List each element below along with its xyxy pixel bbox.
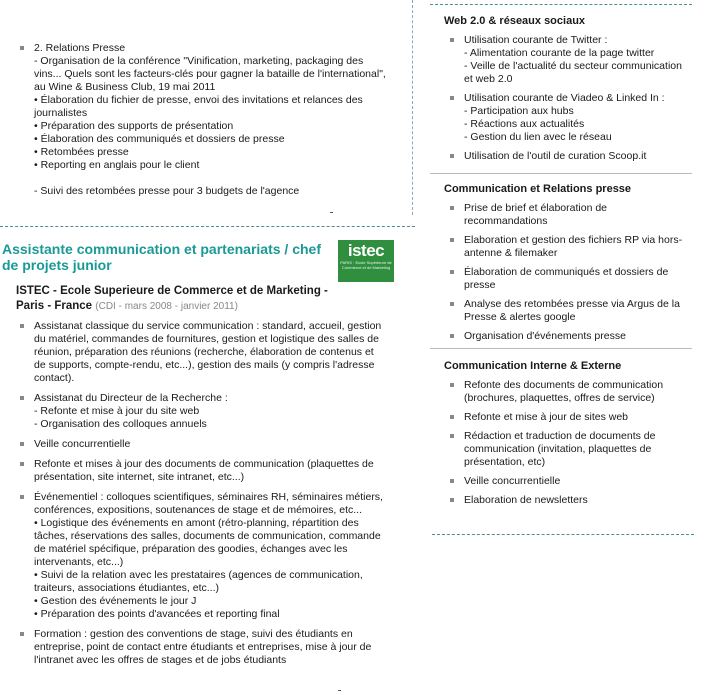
section-divider (430, 348, 692, 349)
artifact-mark (338, 690, 341, 691)
employer (16, 284, 346, 314)
job-title: Assistante communication et partenariats / chef de projets junior (2, 241, 321, 273)
list-item: Rédaction et traduction de documents de communication (invitation, plaquettes de présentation, etc) (446, 430, 692, 469)
list-item: Utilisation courante de Twitter : - Alimentation courante de la page twitter - Veille de l'actualité du secteur communication et web 2.0 (446, 34, 692, 86)
list-item: Refonte et mise à jour de sites web (446, 411, 692, 424)
list-item: Prise de brief et élaboration de recommandations (446, 202, 692, 228)
logo-brand: istec (347, 241, 385, 260)
list-item (16, 42, 386, 55)
list-item: Veille concurrentielle (16, 438, 386, 451)
list-item: Organisation d'événements presse (446, 330, 692, 343)
skills-internal-external (430, 359, 692, 513)
list-item: Veille concurrentielle (446, 475, 692, 488)
istec-logo (338, 240, 394, 282)
section-heading: Web 2.0 & réseaux sociaux (444, 15, 586, 27)
skills-column (430, 0, 692, 695)
list-item: Événementiel : colloques scientifiques, séminaires RH, séminaires métiers, conférences, expositions, soutenances de stage et de mémoires, etc... • Logistique des événements en amont (rétro-planning, répartition des tâches, réservations des salles, documents de communication, commande de matériel spécifique, préparation des goodies, échanges avec les intervenants, etc...) • Suivi de la relation avec les prestataires (agences de communication, traiteurs, associations étudiantes, etc...) • Gestion des événements le jour J • Préparation des points d'avancées et reporting final (16, 491, 386, 621)
press-relations-heading: 2. Relations Presse (34, 42, 126, 54)
list-item: Formation : gestion des conventions de stage, suivi des étudiants en entreprise, point de contact entre étudiants et entreprises, mise à jour de l'intranet avec les offres de stages et de jobs étudiants (16, 628, 386, 667)
section-divider (0, 226, 415, 227)
skills-press (430, 182, 692, 349)
skills-web20 (430, 14, 692, 169)
list-item: Élaboration de communiqués et dossiers de presse (446, 266, 692, 292)
section-divider (432, 534, 694, 535)
press-relations-details: - Organisation de la conférence "Vinification, marketing, packaging des vins... Quels sont les facteurs-clés pour gagner la bataille de l'international", au Wine & Business Club, 19 mai 2011 • Élaboration du fichier de presse, envoi des invitations et relances des journalistes • Préparation des supports de présentation • Élaboration des communiqués et dossiers de presse • Retombées presse • Reporting en anglais pour le client - Suivi des retombées presse pour 3 budgets de l'agence (34, 55, 386, 197)
list-item: Refonte des documents de communication (brochures, plaquettes, offres de service) (446, 379, 692, 405)
press-relations-block (16, 42, 386, 198)
list-item: Assistanat classique du service communication : standard, accueil, gestion du matériel, commandes de fournitures, gestion et logistique des salles de réunion, préparation des réunions (recherche, élaboration de contenus et de supports, compte-rendu, etc...), gestion des mails (y compris l'adresse contact). (16, 320, 386, 385)
list-item: Refonte et mises à jour des documents de communication (plaquettes de présentation, site internet, site intranet, etc...) (16, 458, 386, 484)
logo-tagline: PARIS · Ecole Supérieure de Commerce et de Marketing (340, 260, 392, 270)
section-heading: Communication et Relations presse (444, 183, 632, 195)
section-heading: Communication Interne & Externe (444, 360, 622, 372)
job-dates: (CDI - mars 2008 - janvier 2011) (95, 301, 238, 312)
list-item: Elaboration de newsletters (446, 494, 692, 507)
list-item: Elaboration et gestion des fichiers RP via hors-antenne & filemaker (446, 234, 692, 260)
job-duties (16, 320, 386, 674)
section-divider (430, 173, 692, 174)
column-divider (412, 0, 413, 215)
list-item: Utilisation courante de Viadeo & Linked In : - Participation aux hubs - Réactions aux actualités - Gestion du lien avec le réseau (446, 92, 692, 144)
artifact-mark (330, 212, 333, 213)
list-item: Utilisation de l'outil de curation Scoop.it (446, 150, 692, 163)
list-item: Assistanat du Directeur de la Recherche : - Refonte et mise à jour du site web - Organisation des colloques annuels (16, 392, 386, 431)
list-item: Analyse des retombées presse via Argus de la Presse & alertes google (446, 298, 692, 324)
employer-name: ISTEC - Ecole Superieure de Commerce et de Marketing - Paris - France (16, 285, 328, 312)
